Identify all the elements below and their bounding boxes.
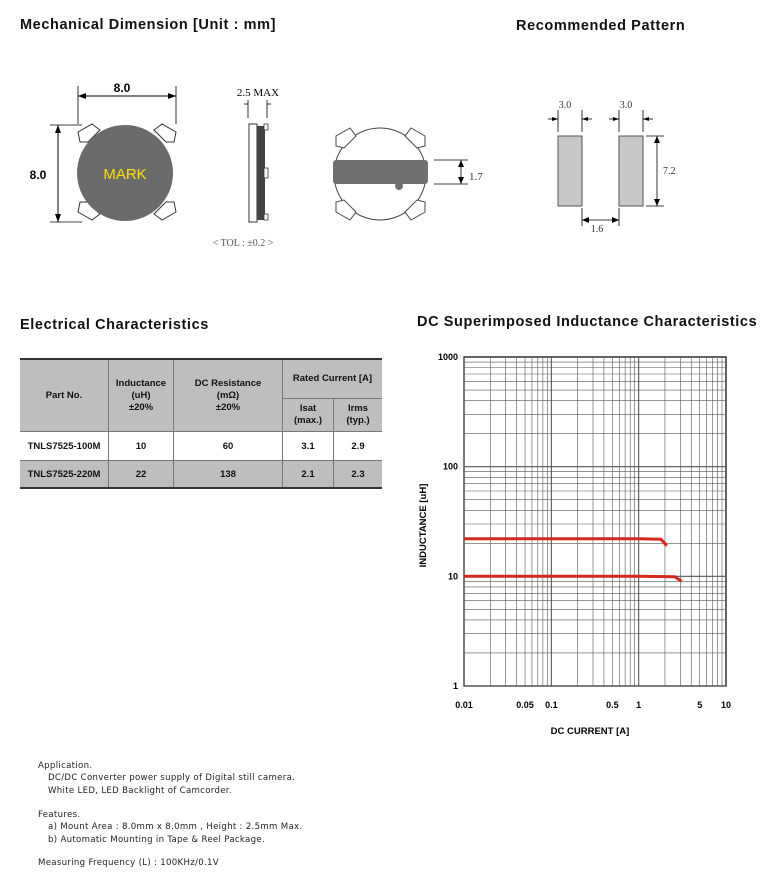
y-tick-label: 1	[452, 681, 458, 691]
measuring-frequency: Measuring Frequency (L) : 100KHz/0.1V	[38, 858, 219, 868]
header-irms: Irms (typ.)	[334, 399, 383, 432]
application-line: White LED, LED Backlight of Camcorder.	[48, 786, 232, 796]
dc-chart	[410, 345, 760, 745]
table-row	[20, 432, 382, 461]
cell-irms: 2.9	[334, 432, 383, 461]
cell-inductance: 10	[109, 432, 174, 461]
x-tick-label: 10	[720, 700, 732, 710]
features-title: Features.	[38, 810, 81, 820]
header-isat: Isat (max.)	[283, 399, 334, 432]
x-tick-label: 1	[636, 700, 642, 710]
cell-resistance: 138	[174, 461, 283, 489]
y-ticks	[438, 352, 458, 691]
pad-gap: 1.6	[590, 224, 604, 235]
side-label: 1.7	[469, 171, 483, 183]
plot-frame	[464, 357, 726, 686]
cell-inductance: 22	[109, 461, 174, 489]
dc-chart-title: DC Superimposed Inductance Characteristics	[417, 314, 758, 330]
y-tick-label: 1000	[437, 352, 458, 362]
pattern-title: Recommended Pattern	[516, 18, 686, 34]
mark-label: MARK	[103, 166, 147, 183]
table-row	[20, 461, 382, 489]
y-tick-label: 10	[447, 571, 458, 582]
application-line: DC/DC Converter power supply of Digital still camera.	[48, 773, 296, 783]
x-tick-label: 0.01	[455, 700, 473, 710]
y-axis-label: INDUCTANCE [uH]	[418, 483, 429, 568]
x-tick-label: 0.5	[606, 700, 619, 710]
chart-grid	[464, 357, 726, 686]
x-tick-label: 0.05	[516, 700, 534, 710]
width-label: 8.0	[113, 81, 131, 95]
electrical-title: Electrical Characteristics	[20, 317, 209, 333]
header-part-no: Part No.	[20, 359, 109, 432]
x-tick-label: 0.1	[545, 700, 558, 710]
y-tick-label: 100	[442, 461, 458, 472]
cell-isat: 2.1	[283, 461, 334, 489]
tol-label: < TOL : ±0.2 >	[212, 238, 274, 249]
pad-width-right: 3.0	[619, 100, 633, 111]
cell-resistance: 60	[174, 432, 283, 461]
cell-irms: 2.3	[334, 461, 383, 489]
header-inductance: Inductance (uH) ±20%	[109, 359, 174, 432]
height-label: 8.0	[29, 168, 47, 182]
pad-height: 7.2	[663, 166, 676, 177]
max-label: 2.5 MAX	[236, 87, 280, 99]
cell-part: TNLS7525-100M	[20, 432, 109, 461]
mechanical-title: Mechanical Dimension [Unit : mm]	[20, 17, 277, 33]
cell-isat: 3.1	[283, 432, 334, 461]
feature-line: a) Mount Area : 8.0mm x 8.0mm , Height : 2.5mm Max.	[48, 822, 303, 832]
feature-line: b) Automatic Mounting in Tape & Reel Package.	[48, 835, 265, 845]
application-title: Application.	[38, 761, 93, 771]
header-dc-resistance: DC Resistance (mΩ) ±20%	[174, 359, 283, 432]
x-ticks	[455, 700, 731, 710]
top-view-drawing	[0, 0, 765, 300]
x-axis-label: DC CURRENT [A]	[550, 726, 630, 737]
header-rated-current: Rated Current [A]	[283, 359, 383, 399]
cell-part: TNLS7525-220M	[20, 461, 109, 489]
electrical-table	[20, 358, 382, 489]
pad-width-left: 3.0	[558, 100, 572, 111]
x-tick-label: 5	[697, 700, 703, 710]
